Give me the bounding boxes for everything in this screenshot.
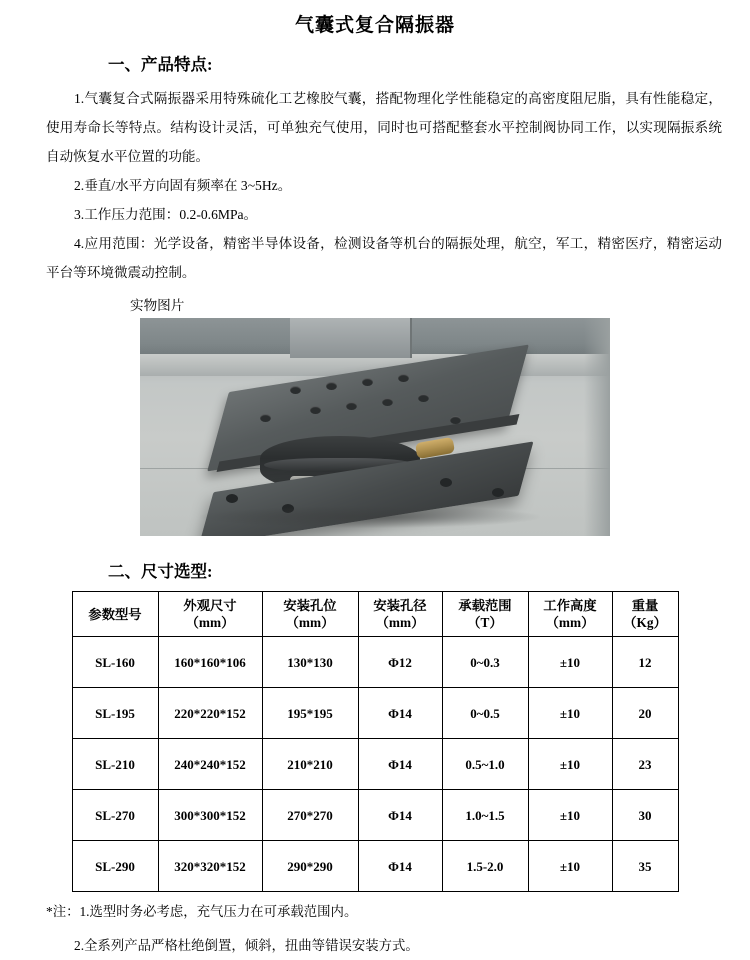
cell-weight: 23 [612,739,678,790]
column-header-hole-diameter: 安装孔径 （mm） [358,592,442,637]
photo-plate-hole [290,386,301,394]
feature-paragraph-4: 4.应用范围：光学设备，精密半导体设备，检测设备等机台的隔振处理，航空，军工，精密医疗，精密运动平台等环境微震动控制。 [46,236,722,280]
note-1: *注：1.选型时务必考虑，充气压力在可承载范围内。 [46,904,358,919]
column-header-hole-position: 安装孔位 （mm） [262,592,358,637]
feature-paragraph-1: 1.气囊复合式隔振器采用特殊硫化工艺橡胶气囊，搭配物理化学性能稳定的高密度阻尼脂，具有性能稳定，使用寿命长等特点。结构设计灵活，可单独充气使用，同时也可搭配整套水平控制阀协同工作，以实现隔振系统自动恢复水平位置的功能。 [46,91,722,164]
page-title: 气囊式复合隔振器 [294,15,455,36]
cell-model: SL-195 [72,688,158,739]
note-2: 2.全系列产品严格杜绝倒置，倾斜，扭曲等错误安装方式。 [74,938,419,953]
column-header-working-height: 工作高度 （mm） [528,592,612,637]
column-header-outline-size: 外观尺寸 （mm） [158,592,262,637]
column-header-weight: 重量 （Kg） [612,592,678,637]
photo-plate-hole [450,416,461,424]
cell-load-range: 0.5~1.0 [442,739,528,790]
cell-outline-size: 300*300*152 [158,790,262,841]
feature-paragraph-2: 2.垂直/水平方向固有频率在 3~5Hz。 [74,178,292,193]
cell-hole-position: 210*210 [262,739,358,790]
cell-weight: 12 [612,637,678,688]
cell-hole-diameter: Φ14 [358,790,442,841]
section2-heading: 二、尺寸选型: [108,562,213,581]
photo-base-hole [492,488,504,497]
cell-load-range: 1.5-2.0 [442,841,528,892]
document-page [0,10,750,953]
cell-outline-size: 160*160*106 [158,637,262,688]
table-row [72,688,678,739]
photo-base-hole [226,494,238,503]
cell-load-range: 0~0.3 [442,637,528,688]
section-size-selection [22,558,728,960]
photo-label: 实物图片 [130,298,185,313]
cell-load-range: 0~0.5 [442,688,528,739]
column-header-load-range: 承载范围 （T） [442,592,528,637]
cell-working-height: ±10 [528,688,612,739]
cell-weight: 30 [612,790,678,841]
cell-working-height: ±10 [528,841,612,892]
cell-hole-diameter: Φ14 [358,688,442,739]
section1-heading: 一、产品特点: [108,55,213,74]
cell-working-height: ±10 [528,637,612,688]
cell-hole-diameter: Φ14 [358,739,442,790]
cell-weight: 20 [612,688,678,739]
photo-shadow [200,506,540,528]
cell-outline-size: 220*220*152 [158,688,262,739]
table-row [72,739,678,790]
cell-load-range: 1.0~1.5 [442,790,528,841]
spec-table [72,591,679,892]
photo-plate-hole [326,382,337,390]
table-row [72,637,678,688]
cell-hole-position: 130*130 [262,637,358,688]
cell-working-height: ±10 [528,790,612,841]
cell-hole-diameter: Φ12 [358,637,442,688]
section-product-features [22,51,728,536]
cell-hole-diameter: Φ14 [358,841,442,892]
table-row [72,790,678,841]
cell-model: SL-270 [72,790,158,841]
cell-outline-size: 240*240*152 [158,739,262,790]
photo-plate-hole [362,378,373,386]
table-header-row [72,592,678,637]
table-row [72,841,678,892]
cell-working-height: ±10 [528,739,612,790]
photo-base-hole [440,478,452,487]
photo-plate-hole [310,406,321,414]
cell-model: SL-290 [72,841,158,892]
cell-model: SL-210 [72,739,158,790]
cell-hole-position: 290*290 [262,841,358,892]
product-photo [140,318,610,536]
cell-weight: 35 [612,841,678,892]
photo-plate-hole [260,414,271,422]
cell-hole-position: 270*270 [262,790,358,841]
photo-plate-hole [382,398,393,406]
cell-outline-size: 320*320*152 [158,841,262,892]
feature-paragraph-3: 3.工作压力范围：0.2-0.6MPa。 [74,207,258,222]
photo-right-vignette [584,318,610,536]
column-header-model: 参数型号 [72,592,158,637]
photo-plate-hole [418,394,429,402]
photo-plate-hole [346,402,357,410]
cell-hole-position: 195*195 [262,688,358,739]
photo-machine-body [290,318,412,358]
cell-model: SL-160 [72,637,158,688]
photo-plate-hole [398,374,409,382]
